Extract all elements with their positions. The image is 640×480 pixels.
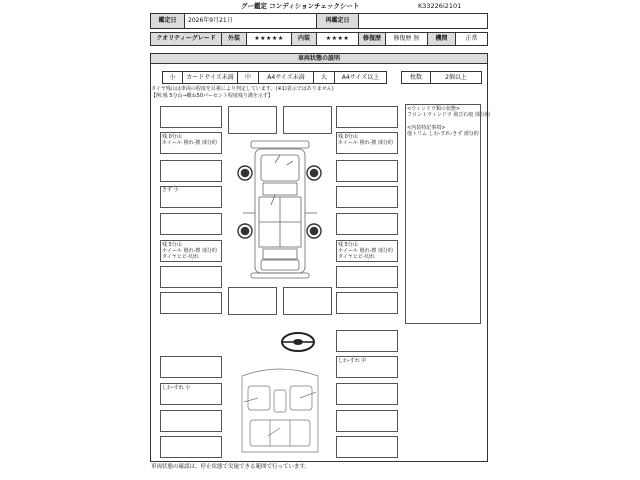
comment-box-interior-right-3 xyxy=(336,383,398,405)
repair-history-label: 修復歴 xyxy=(358,32,386,46)
comment-box-front-center-right xyxy=(283,106,332,134)
comment-box-left-8 xyxy=(160,292,222,314)
tire-rear-right-icon xyxy=(305,222,323,240)
comment-box-right-8 xyxy=(336,292,398,314)
size-small-label: 小 xyxy=(162,71,183,84)
note-front-right: 残 0分山 ホイール 削れ‐擦 部分的 xyxy=(338,134,393,146)
interior-label: 内装 xyxy=(291,32,317,46)
comment-box-interior-left-1 xyxy=(160,356,222,378)
car-top-view-diagram xyxy=(225,135,335,280)
note-rear-right: 残 5分山 ホイール 削れ‐擦 部分的 タイヤヒビ‐切れ xyxy=(338,242,393,260)
size-large-label: 大 xyxy=(313,71,335,84)
comment-box-interior-right-4 xyxy=(336,410,398,432)
engine-value: 正常 xyxy=(455,32,488,46)
comment-box-left-5 xyxy=(160,213,222,235)
tire-note-line2: 【例:残 5分山→概ね50パーセント程度残り溝を示す】 xyxy=(151,93,273,99)
document-id: K33226i2101 xyxy=(418,2,462,10)
appraisal-date-label: 鑑定日 xyxy=(150,13,185,29)
comment-box-right-5 xyxy=(336,213,398,235)
appraisal-date-value: 2026年9月21日 xyxy=(184,13,317,29)
sheet-title: グー鑑定 コンディションチェックシート xyxy=(241,2,360,10)
comment-box-interior-left-4 xyxy=(160,436,222,458)
reappraisal-date-value xyxy=(358,13,488,29)
glass-note-box xyxy=(405,104,481,324)
quality-grade-label: クオリティーグレード xyxy=(150,32,222,46)
note-front-left: 残 0分山 ホイール 削れ‐擦 部分的 xyxy=(162,134,217,146)
note-window: <ウィンドウ類の状態> フロントウィンドウ 飛び石痕 部分的 xyxy=(407,106,490,118)
comment-box-right-3 xyxy=(336,160,398,182)
section-title: 車両状態の説明 xyxy=(150,53,488,64)
footer-note: 車両状態の確認は、停止状態で実施できる範囲で行っています。 xyxy=(151,464,311,470)
tire-rear-left-icon xyxy=(236,222,254,240)
tire-front-right-icon xyxy=(305,164,323,182)
count-label: 枚数 xyxy=(401,71,431,84)
count-value: 2個以上 xyxy=(430,71,482,84)
engine-label: 機関 xyxy=(427,32,456,46)
comment-box-interior-left-3 xyxy=(160,410,222,432)
comment-box-right-1 xyxy=(336,106,398,128)
size-large-desc: A4サイズ以上 xyxy=(334,71,387,84)
note-interior-left: しわ‐すれ 小 xyxy=(162,385,191,391)
interior-stars: ★★★★ xyxy=(316,32,359,46)
note-interior-right: しわ‐すれ 中 xyxy=(338,358,367,364)
interior-seat-diagram xyxy=(232,362,328,458)
comment-box-left-3 xyxy=(160,160,222,182)
exterior-stars: ★★★★★ xyxy=(246,32,292,46)
steering-wheel-icon xyxy=(280,331,316,353)
note-interior: <内装特記事項> 他トリム しわ‐すれ‐きず 部分的 xyxy=(407,125,479,137)
note-left-side: きず 小 xyxy=(162,187,179,193)
comment-box-left-1 xyxy=(160,106,222,128)
comment-box-right-7 xyxy=(336,266,398,288)
tire-note-line1: タイヤ残山は車両の程度を目視により判定しています。(※1)表示ではありません) xyxy=(151,86,334,92)
comment-box-rear-center-right xyxy=(283,287,332,315)
size-medium-label: 中 xyxy=(237,71,259,84)
comment-box-interior-right-5 xyxy=(336,436,398,458)
comment-box-front-center-left xyxy=(228,106,277,134)
reappraisal-date-label: 再鑑定日 xyxy=(316,13,359,29)
comment-box-right-4 xyxy=(336,186,398,208)
repair-history-value: 修復歴 無 xyxy=(385,32,428,46)
comment-box-rear-center-left xyxy=(228,287,277,315)
size-small-desc: カードサイズ未満 xyxy=(182,71,238,84)
comment-box-left-7 xyxy=(160,266,222,288)
comment-box-interior-right-1 xyxy=(336,330,398,352)
size-medium-desc: A4サイズ未満 xyxy=(258,71,314,84)
note-rear-left: 残 5分山 ホイール 削れ‐擦 部分的 タイヤヒビ‐切れ xyxy=(162,242,217,260)
exterior-label: 外装 xyxy=(221,32,247,46)
tire-front-left-icon xyxy=(236,164,254,182)
